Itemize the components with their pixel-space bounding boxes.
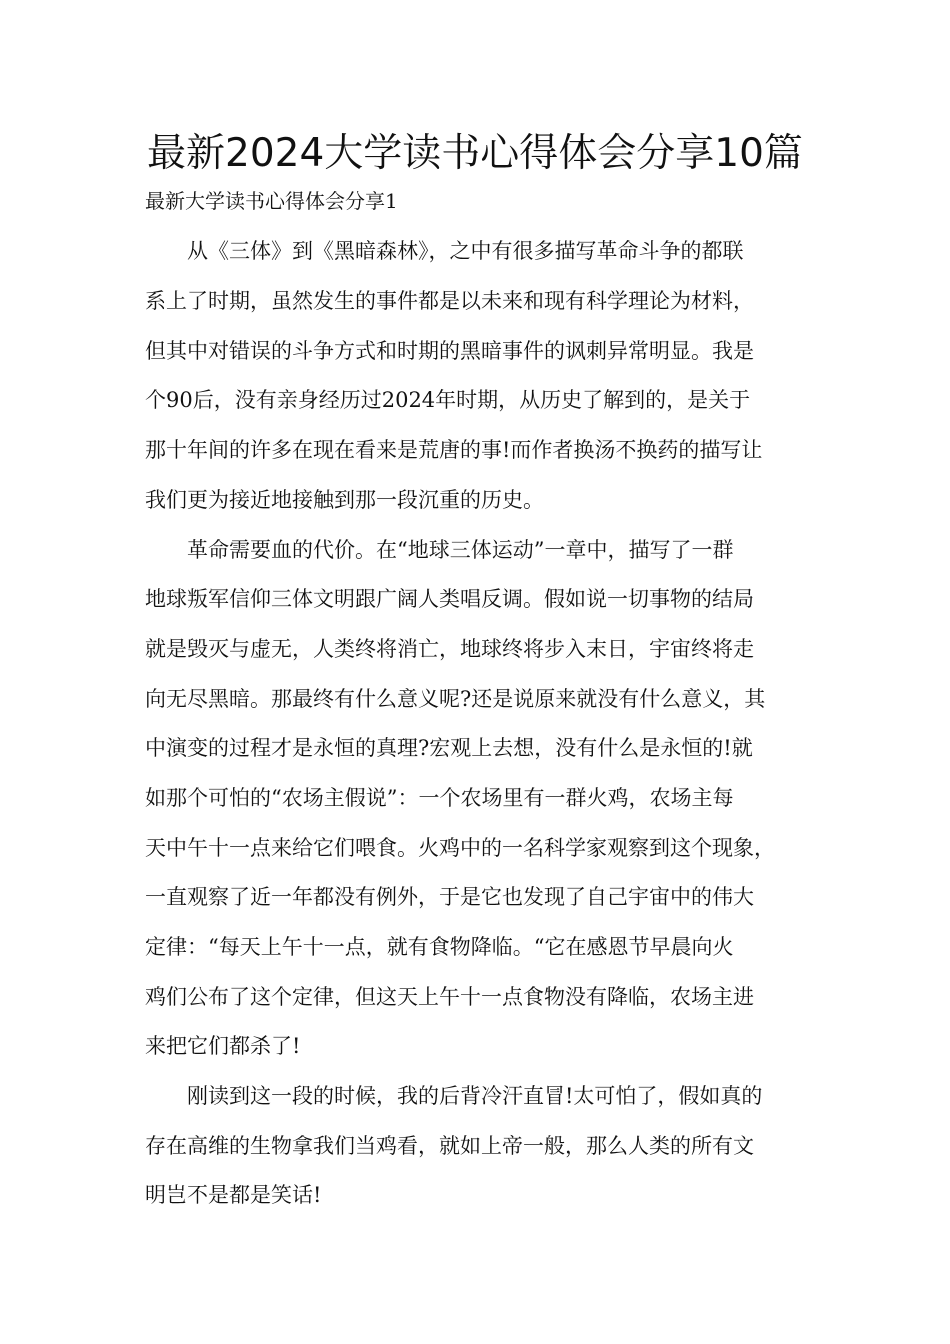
text-line: 如那个可怕的“农场主假说”：一个农场里有一群火鸡，农场主每 [145, 786, 734, 810]
text-line: 天中午十一点来给它们喂食。火鸡中的一名科学家观察到这个现象， [145, 836, 775, 860]
text-line: 个90后，没有亲身经历过2024年时期，从历史了解到的，是关于 [145, 388, 751, 412]
text-line: 革命需要血的代价。在“地球三体运动”一章中，描写了一群 [145, 538, 734, 562]
text-line: 系上了时期，虽然发生的事件都是以未来和现有科学理论为材料， [145, 289, 754, 313]
text-line: 鸡们公布了这个定律，但这天上午十一点食物没有降临，农场主进 [145, 985, 754, 1009]
text-line: 就是毁灭与虚无，人类终将消亡，地球终将步入末日，宇宙终将走 [145, 637, 754, 661]
section-subheading: 最新大学读书心得体会分享1 [145, 189, 398, 213]
text-line: 地球叛军信仰三体文明跟广阔人类唱反调。假如说一切事物的结局 [145, 587, 754, 611]
text-line: 但其中对错误的斗争方式和时期的黑暗事件的讽刺异常明显。我是 [145, 339, 754, 363]
text-line: 存在高维的生物拿我们当鸡看，就如上帝一般，那么人类的所有文 [145, 1134, 754, 1158]
document-title: 最新2024大学读书心得体会分享10篇 [147, 131, 803, 176]
text-line: 定律：“每天上午十一点，就有食物降临。“它在感恩节早晨向火 [145, 935, 734, 959]
text-line: 那十年间的许多在现在看来是荒唐的事!而作者换汤不换药的描写让 [145, 438, 763, 462]
text-line: 我们更为接近地接触到那一段沉重的历史。 [145, 488, 544, 512]
text-line: 中演变的过程才是永恒的真理?宏观上去想，没有什么是永恒的!就 [145, 736, 753, 760]
text-line: 向无尽黑暗。那最终有什么意义呢?还是说原来就没有什么意义，其 [145, 687, 766, 711]
text-line: 一直观察了近一年都没有例外，于是它也发现了自己宇宙中的伟大 [145, 885, 754, 909]
text-line: 刚读到这一段的时候，我的后背冷汗直冒!太可怕了，假如真的 [145, 1084, 763, 1108]
text-line: 从《三体》到《黑暗森林》，之中有很多描写革命斗争的都联 [145, 239, 744, 263]
text-line: 明岂不是都是笑话! [145, 1183, 322, 1207]
text-line: 来把它们都杀了! [145, 1034, 301, 1058]
